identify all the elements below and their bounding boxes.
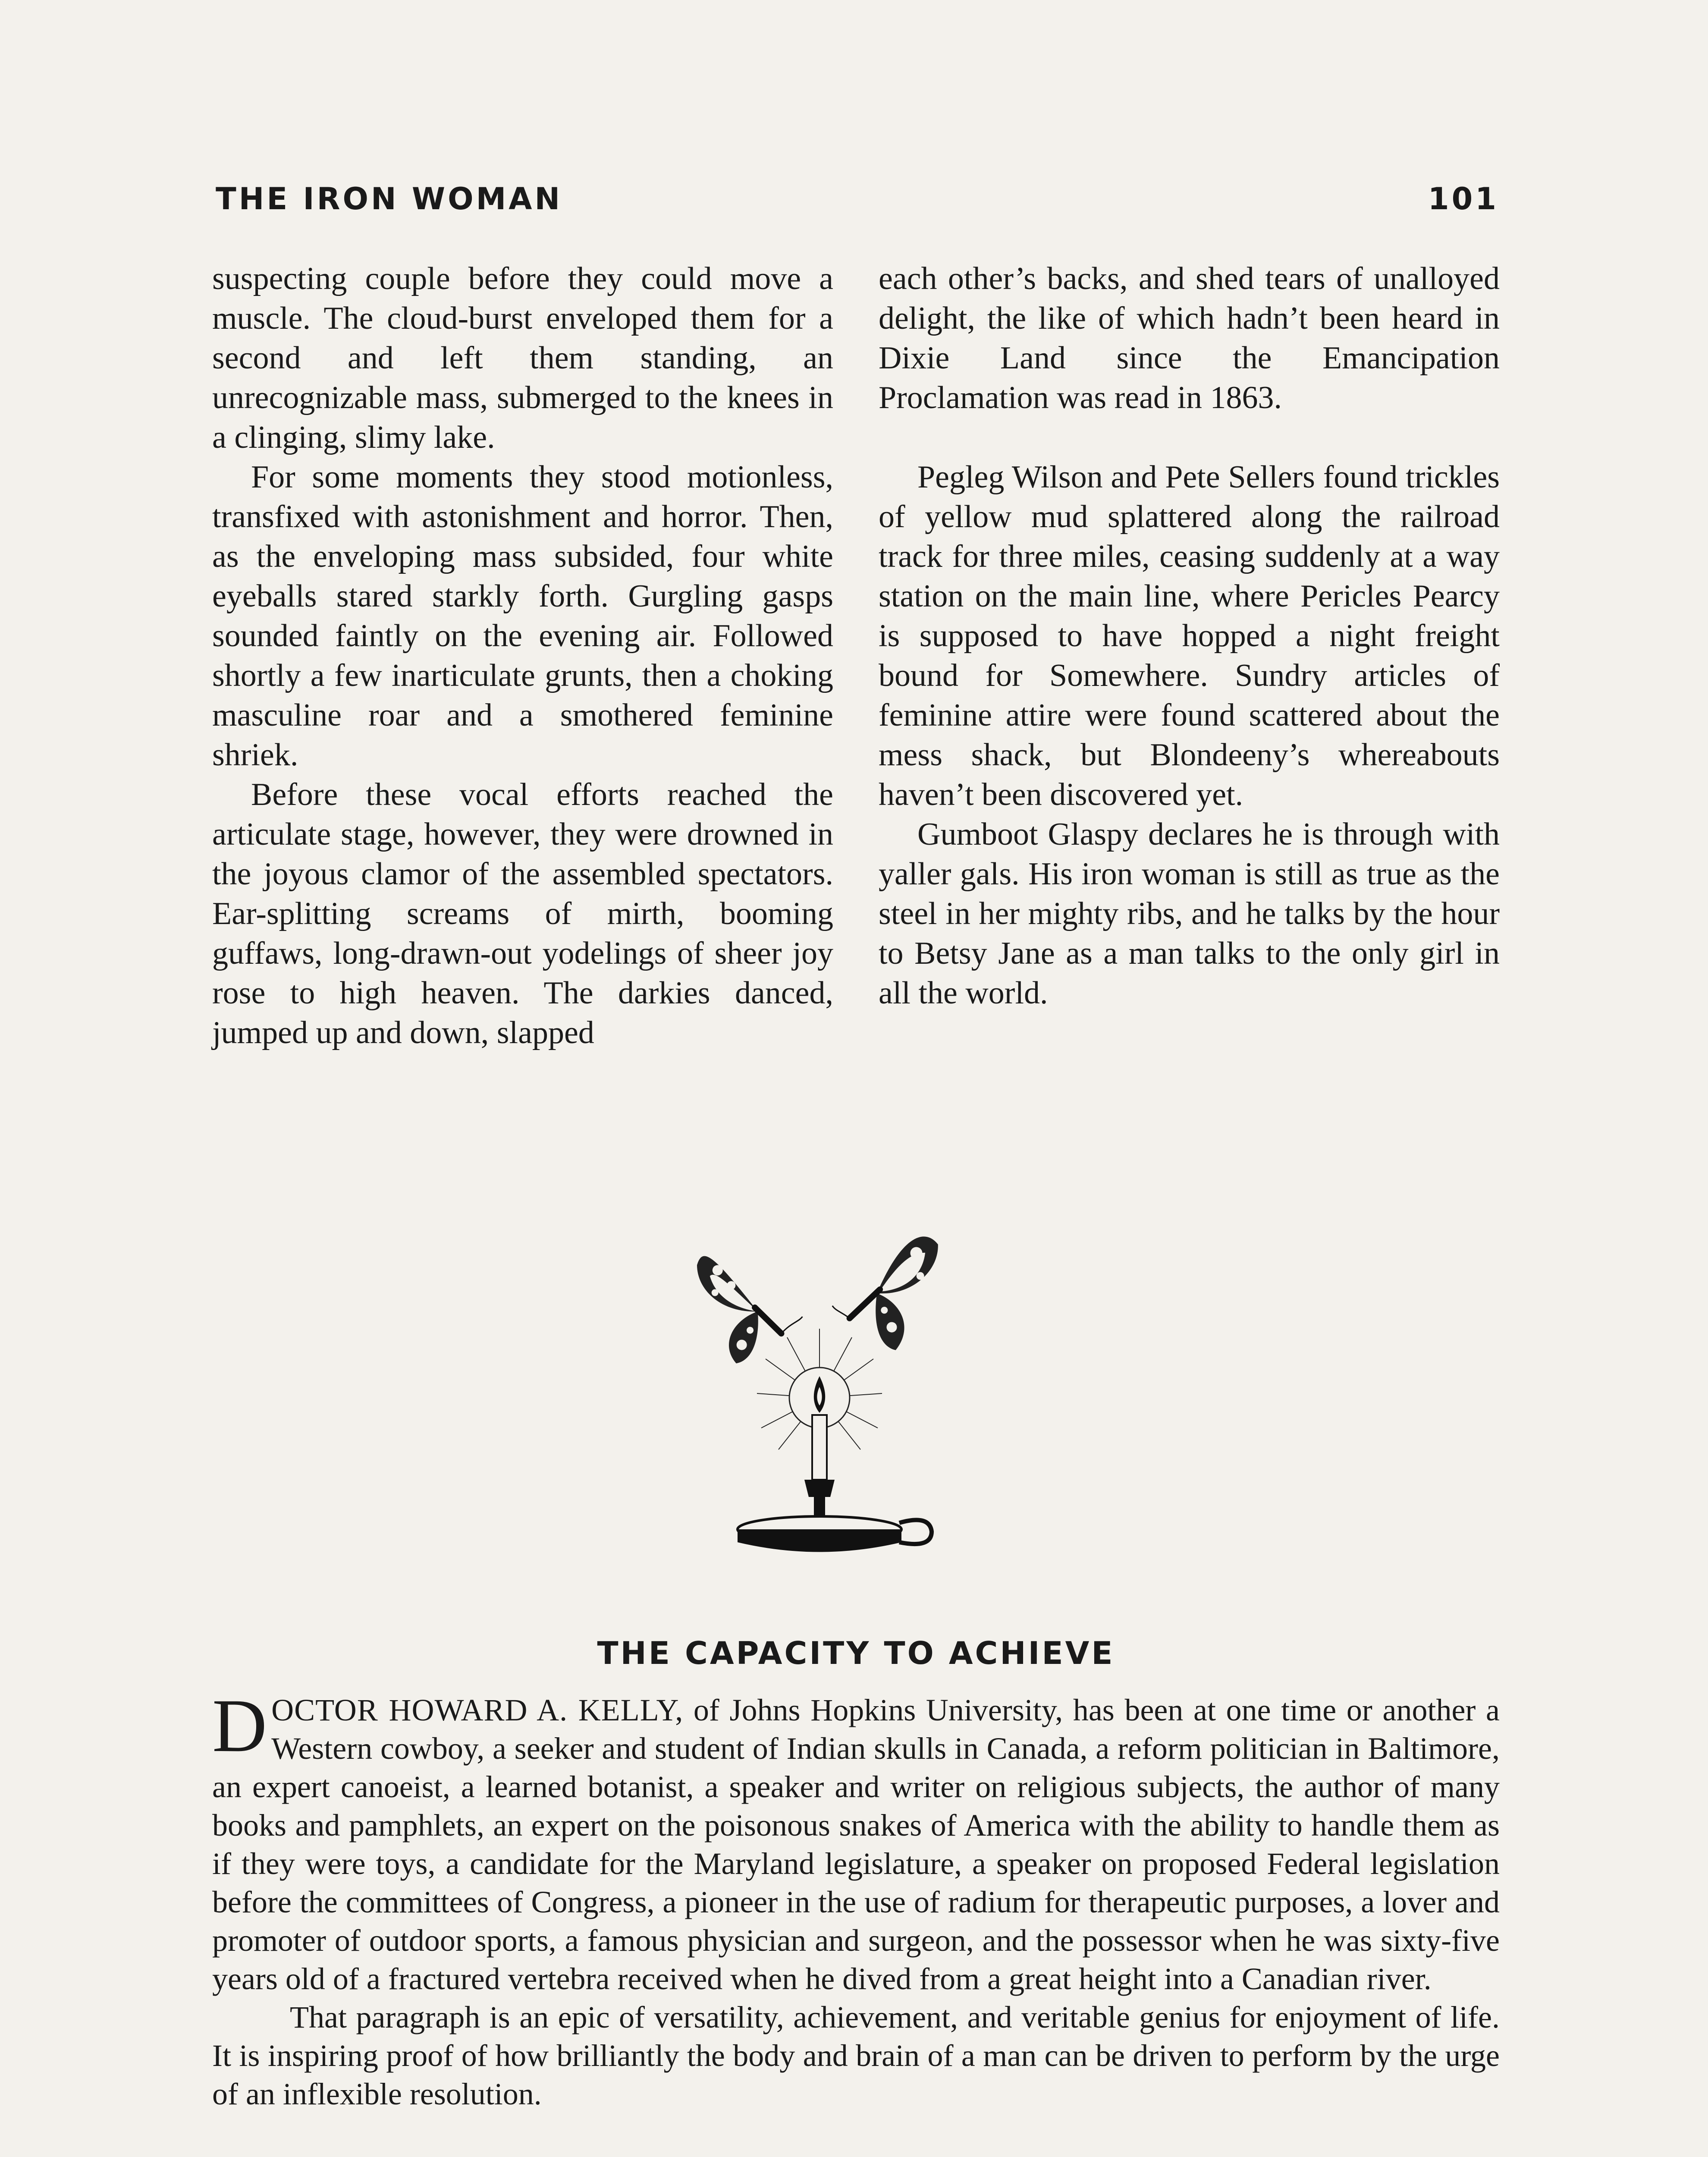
story-columns <box>212 259 1500 1053</box>
left-column <box>212 259 833 1053</box>
page-number: 101 <box>1428 181 1499 217</box>
article-paragraph: That paragraph is an epic of versatility, achievement, and veritable genius for enjoyment of life. It is inspiring proof of how brilliantly the body and brain of a man can be driven to perform by the urge of an inflexible resolution. <box>212 2000 1500 2111</box>
story-paragraph: Before these vocal efforts reached the articulate stage, however, they were drowned in the joyous clamor of the assembled spectators. Ear-splitting screams of mirth, booming guffaws, long-drawn-out yodelings of sheer joy rose to high heaven. The darkies danced, jumped up and down, slapped <box>212 777 833 1050</box>
butterflies-and-candle-icon <box>697 1221 942 1566</box>
right-column <box>879 259 1500 1053</box>
running-title: THE IRON WOMAN <box>216 181 563 217</box>
story-paragraph: Pegleg Wilson and Pete Sellers found trickles of yellow mud splattered along the railroad track for three miles, ceasing suddenly at a way station on the main line, where Pericles Pearcy is supposed to have hopped a night freight bound for Somewhere. Sundry articles of feminine attire were found scattered about the mess shack, but Blondeeny’s whereabouts haven’t been discovered yet. <box>879 459 1500 812</box>
story-paragraph: For some moments they stood motionless, transfixed with astonishment and horror. Then, as the enveloping mass subsided, four white eyeballs stared starkly forth. Gurgling gasps sounded faintly on the evening air. Followed shortly a few inarticulate grunts, then a choking masculine roar and a smothered feminine shriek. <box>212 459 833 773</box>
article-body <box>212 1684 1500 2113</box>
running-head <box>216 181 1499 217</box>
article-paragraph <box>212 1684 1500 1998</box>
story-paragraph: suspecting couple before they could move a muscle. The cloud-burst enveloped them for a second and left them standing, an unrecognizable mass, submerged to the knees in a clinging, slimy lake. <box>212 261 833 455</box>
lead-caps: OCTOR HOWARD A. KELLY, <box>271 1693 684 1727</box>
article-title: THE CAPACITY TO ACHIEVE <box>597 1635 1115 1671</box>
article-paragraph-text: of Johns Hopkins University, has been at one time or another a Western cowboy, a seeker and student of Indian skulls in Canada, a reform politician in Baltimore, an expert canoeist, a learned botanist, a speaker and writer on religious subjects, the author of many books and pamphlets, an expert on the poisonous snakes of America with the ability to handle them as if they were toys, a candidate for the Maryland legislature, a speaker on proposed Federal legislation before the committees of Congress, a pioneer in the use of radium for therapeutic purposes, a lover and promoter of outdoor sports, a famous physician and surgeon, and the possessor when he was sixty-five years old of a fractured vertebra received when he dived from a great height into a Canadian river. <box>212 1693 1500 1996</box>
story-paragraph: each other’s backs, and shed tears of unalloyed delight, the like of which hadn’t been heard in Dixie Land since the Emancipation Proclamation was read in 1863. <box>879 261 1500 415</box>
story-paragraph: Gumboot Glaspy declares he is through with yaller gals. His iron woman is still as true as the steel in her mighty ribs, and he talks by the hour to Betsy Jane as a man talks to the only girl in all the world. <box>879 817 1500 1011</box>
drop-cap: D <box>212 1684 267 1768</box>
